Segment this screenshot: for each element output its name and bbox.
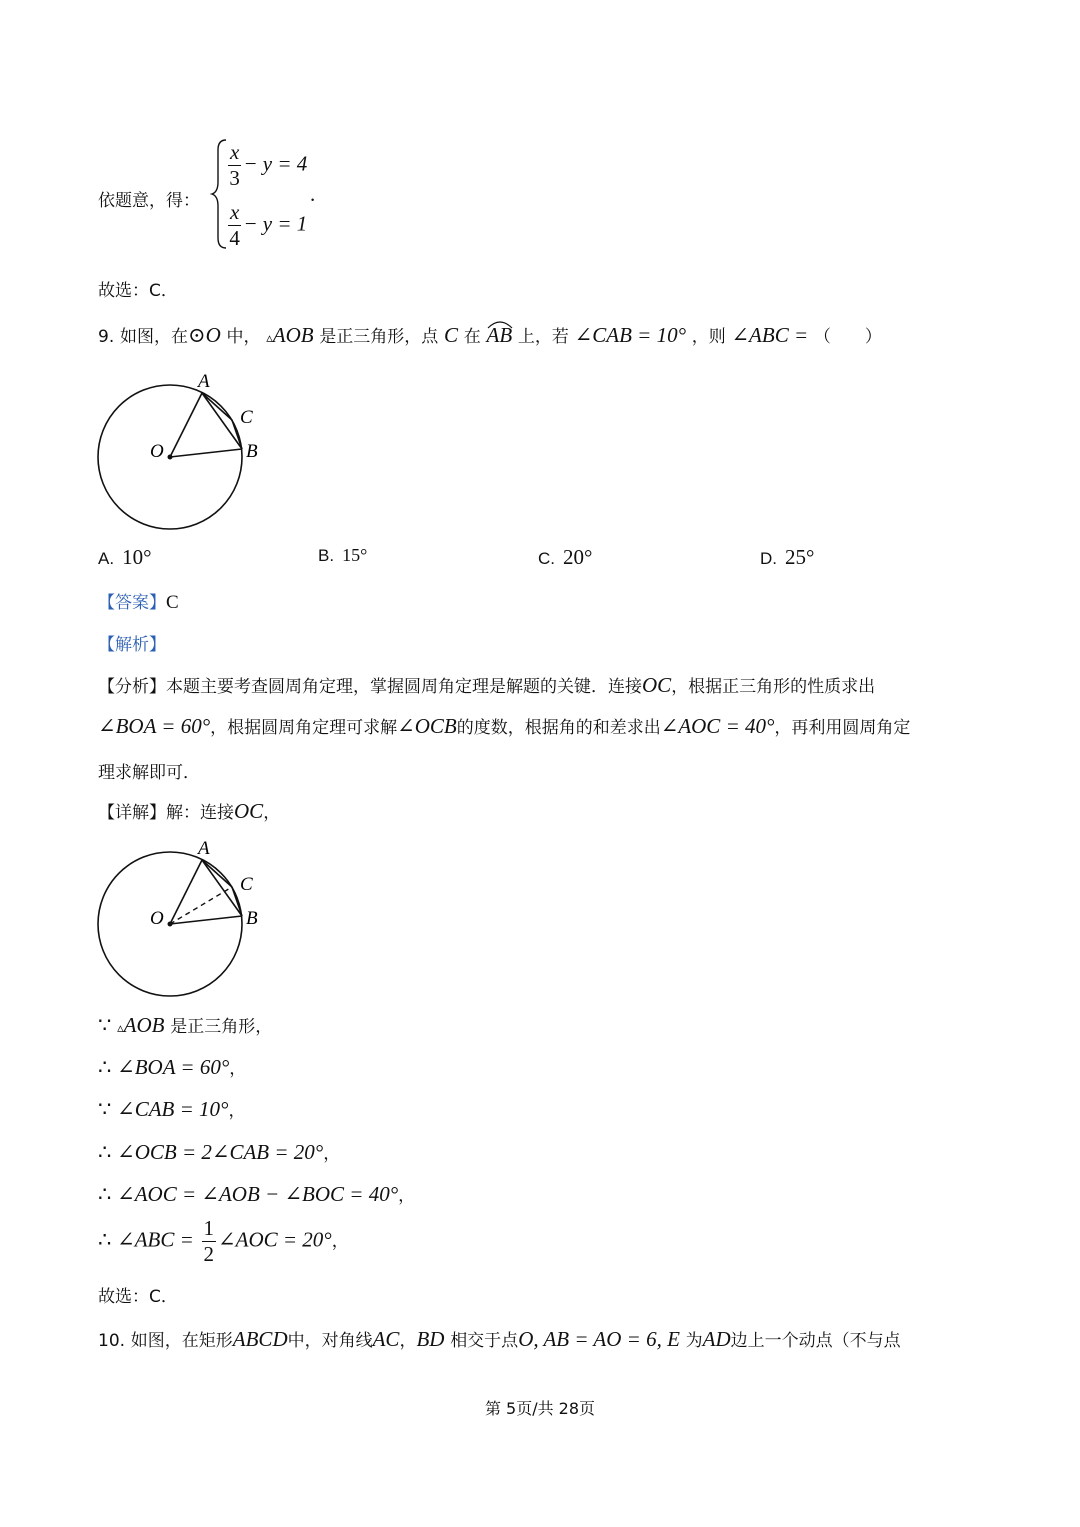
step-2: ∴ ∠BOA = 60°， [98, 1055, 247, 1079]
label-a: A [198, 838, 210, 859]
figure-circle-2 [92, 835, 272, 1010]
label-c: C [240, 407, 253, 428]
step-5: ∴ ∠AOC = ∠AOB − ∠BOC = 40°， [98, 1182, 416, 1206]
option-d: D. 25° [760, 545, 815, 569]
arc-ab: AB [487, 323, 513, 348]
option-c: C. 20° [538, 545, 593, 569]
label-a: A [198, 371, 210, 392]
system-end: . [310, 182, 316, 206]
page-footer: 第 5页/共 28页 [484, 1399, 596, 1418]
step-4: ∴ ∠OCB = 2∠CAB = 20°， [98, 1140, 341, 1164]
analysis-line-3: 理求解即可． [98, 763, 200, 783]
arc-icon [486, 319, 514, 329]
step-3: ∵ ∠CAB = 10°， [98, 1097, 246, 1121]
label-b: B [246, 441, 258, 462]
choose-answer-2: 故选：C． [98, 1287, 178, 1307]
label-b: B [246, 908, 258, 929]
label-o: O [150, 441, 164, 462]
equation-2: $\frac{x}{4}$ − y = 1 [229, 200, 308, 250]
analysis-line-1: 【分析】本题主要考查圆周角定理，掌握圆周角定理是解题的关键．连接OC，根据正三角形的性质求出 [98, 673, 876, 697]
label-c: C [240, 874, 253, 895]
step-6: ∴ ∠ABC = $\frac{1}{2}$ ∠AOC = 20°， [98, 1216, 349, 1266]
detail-line: 【详解】解：连接OC， [98, 799, 281, 823]
label-o: O [150, 908, 164, 929]
step-1: ∵ ▵AOB 是正三角形， [98, 1013, 273, 1037]
equation-1: $\frac{x}{3}$ − y = 4 [229, 140, 308, 190]
choose-answer-1: 故选：C． [98, 281, 178, 301]
figure-circle-1 [92, 368, 272, 543]
option-b: B. 15° [318, 545, 368, 565]
analysis-tag: 【解析】 [98, 635, 166, 655]
question-9: 9. 如图，在⊙O 中， ▵AOB 是正三角形，点 C 在 AB 上，若 ∠CAB = 10° ，则 ∠ABC = （ ） [98, 322, 882, 348]
analysis-line-2: ∠BOA = 60°，根据圆周角定理可求解∠OCB的度数，根据角的和差求出∠AOC = 40°，再利用圆周角定 [98, 714, 911, 738]
system-intro: 依题意，得： [98, 191, 200, 211]
option-a: A. 10° [98, 545, 152, 569]
question-10: 10. 如图，在矩形ABCD中，对角线AC，BD 相交于点O, AB = AO = 6, E 为AD边上一个动点（不与点 [98, 1327, 901, 1351]
answer-line: 【答案】C [98, 592, 179, 613]
